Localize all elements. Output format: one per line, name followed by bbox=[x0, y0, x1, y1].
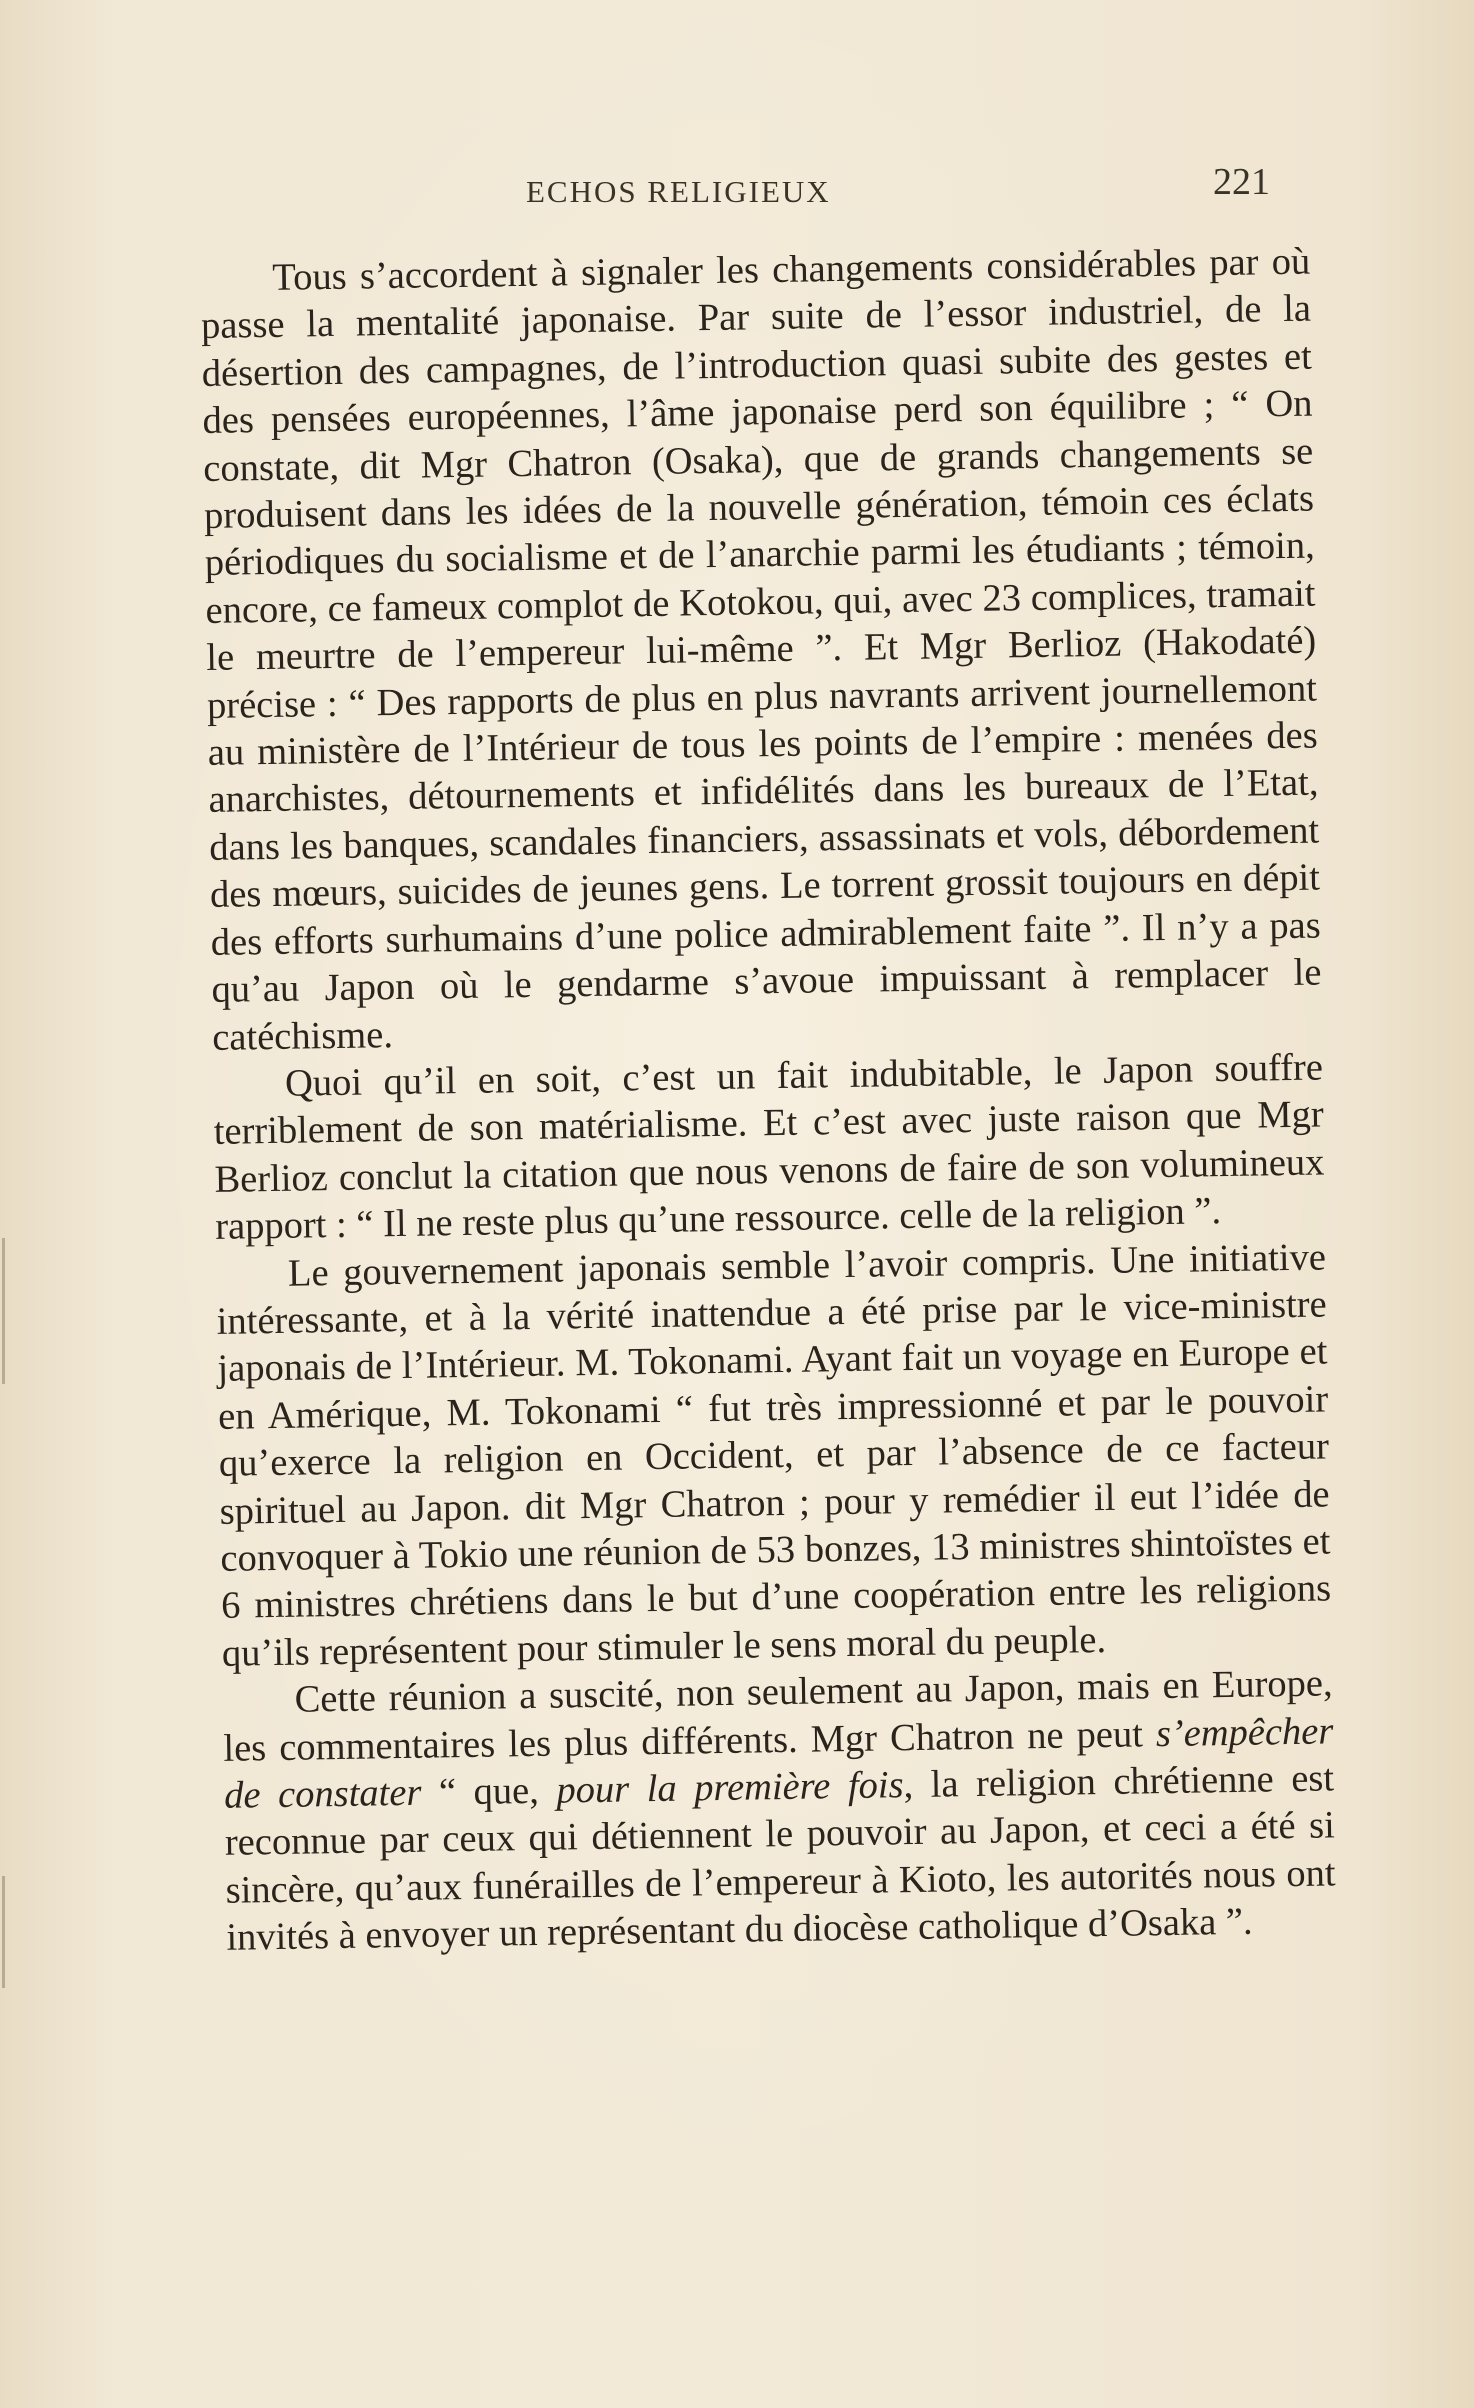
paragraph bbox=[222, 1661, 1336, 1963]
page-edge-mark bbox=[2, 1238, 5, 1384]
text-segment: Le gouvernement japonais semble l’avoir compris. Une initiative intéressante, et à la vérité inattendue a été prise par le vice-ministre japonais de l’Intérieur. M. Tokonami. Ayant fait un voyage en Europe et en Amérique, M. Tokonami “ fut très impressionné et par le pouvoir qu’exerce la religion en Occident, et par l’absence de ce facteur spirituel au Japon. dit Mgr Chatron ; pour y remédier il eut l’idée de convoquer à Tokio une réunion de 53 bonzes, 13 ministres shintoïstes et 6 ministres chrétiens dans le but d’une coopération entre les religions qu’ils représentent pour stimuler le sens moral du peuple. bbox=[216, 1235, 1332, 1675]
page-header bbox=[200, 160, 1270, 220]
text-segment: Tous s’accordent à signaler les changements considérables par où passe la mentalité japonaise. Par suite de l’essor industriel, de la désertion des campagnes, de l’introduction quasi subite des gestes et des pensées européennes, l’âme japonaise perd son équilibre ; “ On constate, dit Mgr Chatron (Osaka), que de grands changements se produisent dans les idées de la nouvelle génération, témoin ces éclats périodiques du socialisme et de l’anarchie parmi les étudiants ; témoin, encore, ce fameux complot de Kotokou, qui, avec 23 complices, tramait le meurtre de l’empereur lui-même ”. Et Mgr Berlioz (Hakodaté) précise : “ Des rapports de plus en plus navrants arrivent journellemont au ministère de l’Intérieur de tous les points de l’empire : menées des anarchistes, détournements et infidélités dans les bureaux de l’Etat, dans les banques, scandales financiers, assassinats et vols, débordement des mœurs, suicides de jeunes gens. Le torrent grossit toujours en dépit des efforts surhumains d’une police admirablement faite ”. Il n’y a pas qu’au Japon où le gendarme s’avoue impuissant à remplacer le catéchisme. bbox=[200, 240, 1322, 1059]
italic-segment: s’empêcher de constater bbox=[223, 1709, 1334, 1817]
text-segment: “ que, bbox=[421, 1769, 557, 1814]
text-segment: , la religion chrétienne est reconnue par ceux qui détiennent le pouvoir au Japon, et ceci a été si sincère, qu’aux funérailles de l’empereur à Kioto, les autorités nous ont invités à envoyer un représentant du diocèse catholique d’Osaka ”. bbox=[224, 1757, 1336, 1960]
running-head: ECHOS RELIGIEUX bbox=[526, 174, 831, 209]
body-text bbox=[200, 239, 1337, 1963]
paragraph bbox=[200, 239, 1323, 1062]
text-segment: Cette réunion a suscité, non seulement au Japon, mais en Europe, les commentaires les plus différents. Mgr Chatron ne peut bbox=[223, 1662, 1333, 1770]
italic-segment: pour la première fois bbox=[556, 1764, 904, 1812]
paragraph bbox=[213, 1044, 1326, 1251]
paragraph bbox=[216, 1234, 1333, 1678]
page-number: 221 bbox=[1213, 161, 1270, 203]
text-segment: Quoi qu’il en soit, c’est un fait indubitable, le Japon souffre terriblement de son matérialisme. Et c’est avec juste raison que Mgr Berlioz conclut la citation que nous venons de faire de son volumineux rapport : “ Il ne reste plus qu’une ressource. celle de la religion ”. bbox=[213, 1046, 1325, 1249]
page-edge-mark bbox=[2, 1876, 5, 1988]
